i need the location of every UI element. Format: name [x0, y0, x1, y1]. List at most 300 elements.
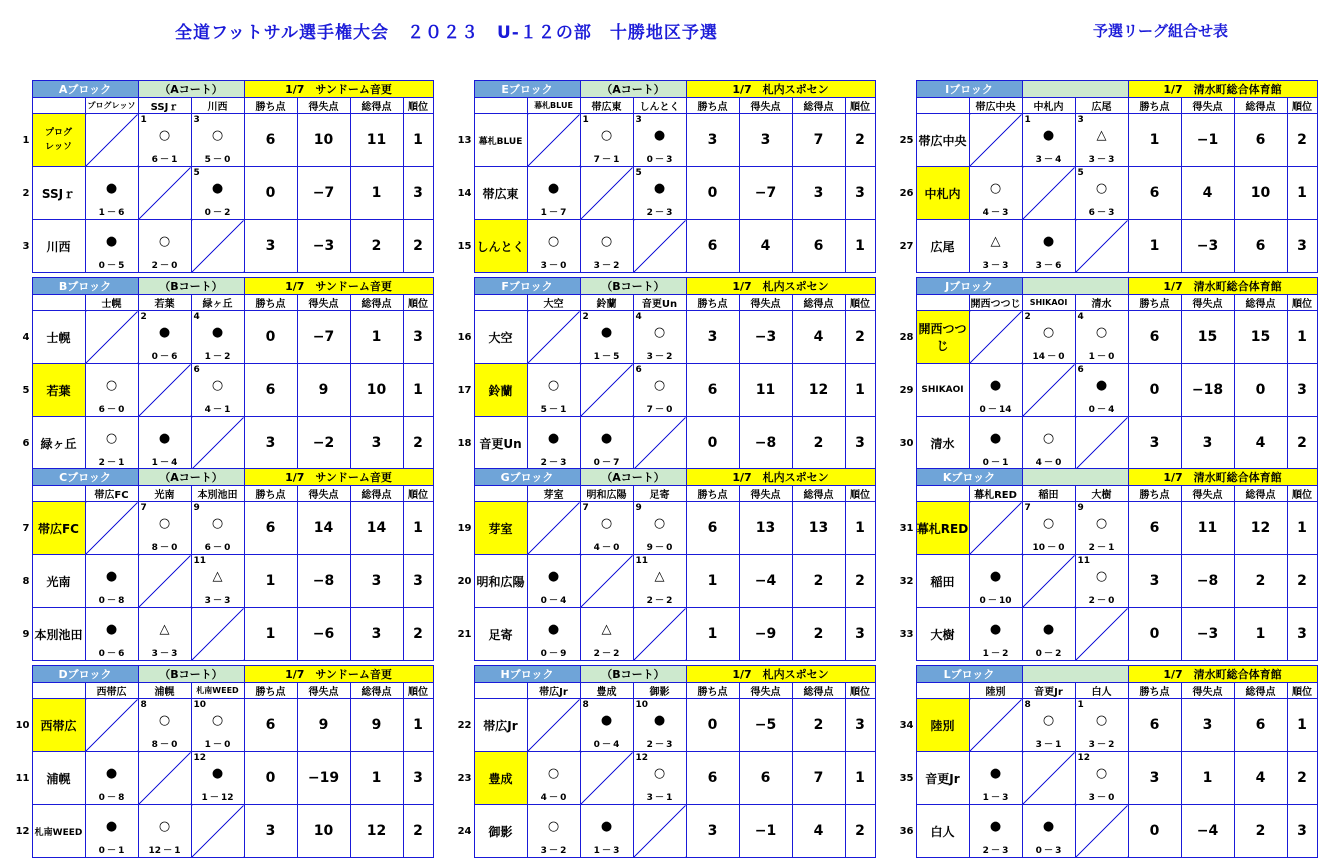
match-number: 8	[1024, 700, 1031, 710]
self-match-diagonal	[1075, 417, 1128, 470]
self-match-diagonal	[969, 502, 1022, 555]
team-number: 23	[457, 772, 472, 784]
row-number-spacer	[10, 98, 32, 114]
points: 3	[686, 114, 739, 167]
goal-difference: 6	[739, 752, 792, 805]
team-number: 13	[457, 134, 472, 146]
team-row	[452, 608, 875, 661]
opponent-header: 幕札BLUE	[527, 98, 580, 114]
team-number: 3	[22, 240, 30, 252]
match-result	[969, 220, 1022, 273]
goal-difference: 15	[1181, 311, 1234, 364]
team-number: 22	[457, 719, 472, 731]
match-number: 8	[582, 700, 589, 710]
block-table-4	[10, 277, 434, 470]
team-number: 30	[899, 437, 914, 449]
match-result	[1022, 417, 1075, 470]
match-score: 2 － 3	[646, 208, 673, 218]
team-row	[894, 752, 1317, 805]
match-score: 0 － 10	[979, 596, 1012, 606]
match-result	[1022, 699, 1075, 752]
result-symbol: ○	[158, 234, 171, 249]
self-match-diagonal	[580, 167, 633, 220]
result-symbol: ●	[158, 431, 171, 446]
block-header-row	[10, 666, 433, 683]
stat-header: 総得点	[1234, 486, 1287, 502]
court-label: （Aコート）	[138, 81, 244, 98]
corner-cell	[474, 486, 527, 502]
match-number: 6	[193, 365, 200, 375]
result-symbol: ●	[989, 622, 1002, 637]
match-score: 8 － 0	[151, 740, 178, 750]
team-row	[10, 699, 433, 752]
match-score: 1 － 5	[593, 352, 620, 362]
column-header-row	[10, 486, 433, 502]
match-score: 3 － 4	[1035, 155, 1062, 165]
rank: 1	[403, 502, 433, 555]
team-name-text: 大樹	[930, 627, 955, 642]
goals-for: 12	[792, 364, 845, 417]
self-match-diagonal	[633, 608, 686, 661]
team-name-text: 若葉	[46, 383, 71, 398]
stat-header: 総得点	[350, 486, 403, 502]
result-symbol: ●	[600, 325, 613, 340]
match-score: 0 － 9	[540, 649, 567, 659]
stat-header: 勝ち点	[244, 98, 297, 114]
team-row	[452, 555, 875, 608]
team-number: 18	[457, 437, 472, 449]
goals-for: 9	[350, 699, 403, 752]
match-result	[527, 608, 580, 661]
match-result	[527, 364, 580, 417]
self-match-diagonal	[527, 502, 580, 555]
team-row	[894, 220, 1317, 273]
match-score: 4 － 0	[540, 793, 567, 803]
team-name	[474, 364, 527, 417]
block-name: Bブロック	[32, 278, 138, 295]
result-symbol: ○	[1095, 325, 1108, 340]
block-name: Kブロック	[916, 469, 1022, 486]
stat-header: 勝ち点	[1128, 683, 1181, 699]
result-symbol: ●	[989, 378, 1002, 393]
self-match-diagonal	[85, 699, 138, 752]
result-symbol: ○	[1042, 325, 1055, 340]
result-symbol: ●	[1042, 128, 1055, 143]
rank: 1	[845, 220, 875, 273]
match-result	[527, 555, 580, 608]
team-name-text: 明和広陽	[476, 574, 525, 589]
match-score: 9 － 0	[646, 543, 673, 553]
venue-label: 1/7 清水町総合体育館	[1128, 278, 1317, 295]
row-number-spacer	[452, 486, 474, 502]
goal-difference: 3	[1181, 699, 1234, 752]
team-row	[10, 417, 433, 470]
match-result	[85, 608, 138, 661]
team-name	[474, 555, 527, 608]
stat-header: 得失点	[297, 683, 350, 699]
match-number: 9	[635, 503, 642, 513]
goals-for: 3	[350, 555, 403, 608]
opponent-header: 白人	[1075, 683, 1128, 699]
match-result	[580, 220, 633, 273]
self-match-diagonal	[633, 417, 686, 470]
block-table-7	[10, 468, 434, 661]
team-row	[452, 752, 875, 805]
team-name	[32, 417, 85, 470]
result-symbol: ○	[600, 128, 613, 143]
match-result	[527, 167, 580, 220]
team-name-text: 豊成	[488, 771, 513, 786]
stat-header: 総得点	[792, 486, 845, 502]
rank: 2	[403, 220, 433, 273]
team-row	[894, 805, 1317, 858]
result-symbol: ●	[105, 569, 118, 584]
team-number: 8	[22, 575, 30, 587]
stat-header: 順位	[1287, 683, 1317, 699]
team-row	[10, 114, 433, 167]
row-number-spacer	[10, 683, 32, 699]
goal-difference: 4	[739, 220, 792, 273]
block-header-row	[452, 81, 875, 98]
stat-header: 得失点	[739, 683, 792, 699]
rank: 3	[1287, 220, 1317, 273]
court-label	[1022, 81, 1128, 98]
team-name-text: 御影	[488, 824, 513, 839]
rank: 3	[403, 167, 433, 220]
match-result	[1075, 502, 1128, 555]
team-name-text: 大空	[488, 330, 513, 345]
match-result	[138, 608, 191, 661]
match-result	[527, 417, 580, 470]
team-number: 16	[457, 331, 472, 343]
team-row	[452, 364, 875, 417]
team-name	[474, 608, 527, 661]
goal-difference: −7	[739, 167, 792, 220]
points: 6	[244, 699, 297, 752]
match-score: 5 － 0	[204, 155, 231, 165]
team-row	[894, 555, 1317, 608]
rank: 2	[403, 805, 433, 858]
points: 0	[244, 167, 297, 220]
row-number-spacer	[894, 98, 916, 114]
team-name	[32, 220, 85, 273]
match-score: 3 － 3	[204, 596, 231, 606]
court-label	[1022, 278, 1128, 295]
block-header-row	[452, 278, 875, 295]
rank: 3	[403, 752, 433, 805]
row-number-spacer	[452, 666, 474, 683]
opponent-header: 稲田	[1022, 486, 1075, 502]
match-score: 3 － 2	[1088, 740, 1115, 750]
rank: 3	[1287, 805, 1317, 858]
block-name: Iブロック	[916, 81, 1022, 98]
self-match-diagonal	[138, 167, 191, 220]
team-number: 1	[22, 134, 30, 146]
column-header-row	[894, 98, 1317, 114]
rank: 1	[403, 699, 433, 752]
match-score: 3 － 6	[1035, 261, 1062, 271]
column-header-row	[452, 683, 875, 699]
team-number: 9	[22, 628, 30, 640]
result-symbol: ○	[600, 516, 613, 531]
team-name-text: 西帯広	[40, 718, 77, 733]
self-match-diagonal	[527, 114, 580, 167]
match-result	[969, 417, 1022, 470]
points: 6	[686, 752, 739, 805]
stat-header: 勝ち点	[686, 98, 739, 114]
team-name	[32, 364, 85, 417]
opponent-header: 札南WEED	[191, 683, 244, 699]
match-number: 8	[140, 700, 147, 710]
row-number-spacer	[452, 469, 474, 486]
team-name	[32, 311, 85, 364]
self-match-diagonal	[1075, 805, 1128, 858]
match-score: 14 － 0	[1032, 352, 1065, 362]
court-label: （Bコート）	[580, 666, 686, 683]
goals-for: 13	[792, 502, 845, 555]
block-grid	[10, 665, 434, 858]
goals-for: 15	[1234, 311, 1287, 364]
stat-header: 得失点	[297, 98, 350, 114]
match-result	[85, 417, 138, 470]
team-row	[894, 699, 1317, 752]
goal-difference: −3	[739, 311, 792, 364]
team-name-text: 鈴蘭	[488, 383, 513, 398]
team-row	[452, 502, 875, 555]
match-result	[580, 417, 633, 470]
team-number: 14	[457, 187, 472, 199]
team-row	[452, 220, 875, 273]
goal-difference: 3	[1181, 417, 1234, 470]
opponent-header: 光南	[138, 486, 191, 502]
block-grid	[894, 665, 1318, 858]
team-number: 32	[899, 575, 914, 587]
opponent-header: 大樹	[1075, 486, 1128, 502]
team-number: 36	[899, 825, 914, 837]
match-result	[85, 220, 138, 273]
match-score: 3 － 0	[1088, 793, 1115, 803]
rank: 3	[1287, 608, 1317, 661]
opponent-header: 緑ヶ丘	[191, 295, 244, 311]
stat-header: 得失点	[1181, 683, 1234, 699]
team-row	[894, 364, 1317, 417]
team-number: 24	[457, 825, 472, 837]
match-result	[1075, 364, 1128, 417]
rank: 1	[1287, 699, 1317, 752]
match-number: 2	[140, 312, 147, 322]
match-score: 6 － 0	[98, 405, 125, 415]
venue-label: 1/7 サンドーム音更	[244, 666, 433, 683]
team-number: 19	[457, 522, 472, 534]
goals-for: 2	[792, 699, 845, 752]
opponent-header: 鈴蘭	[580, 295, 633, 311]
match-result	[1075, 555, 1128, 608]
block-name: Jブロック	[916, 278, 1022, 295]
venue-label: 1/7 清水町総合体育館	[1128, 666, 1317, 683]
match-score: 1 － 3	[982, 793, 1009, 803]
goals-for: 0	[1234, 364, 1287, 417]
self-match-diagonal	[138, 364, 191, 417]
block-grid	[10, 80, 434, 273]
rank: 2	[1287, 555, 1317, 608]
match-score: 6 － 3	[1088, 208, 1115, 218]
block-table-11	[452, 665, 876, 858]
column-header-row	[452, 98, 875, 114]
points: 3	[1128, 555, 1181, 608]
team-row	[10, 608, 433, 661]
corner-cell	[916, 683, 969, 699]
match-result	[580, 699, 633, 752]
self-match-diagonal	[969, 699, 1022, 752]
team-name	[474, 699, 527, 752]
goal-difference: 14	[297, 502, 350, 555]
block-header-row	[10, 469, 433, 486]
stat-header: 順位	[403, 98, 433, 114]
team-name-text: 清水	[930, 436, 955, 451]
result-symbol: ○	[653, 766, 666, 781]
block-grid	[452, 277, 876, 470]
team-number: 4	[22, 331, 30, 343]
team-name-text: 光南	[46, 574, 71, 589]
match-number: 6	[635, 365, 642, 375]
rank: 2	[403, 608, 433, 661]
match-score: 3 － 3	[151, 649, 178, 659]
corner-cell	[32, 98, 85, 114]
rank: 1	[1287, 167, 1317, 220]
opponent-header: 大空	[527, 295, 580, 311]
opponent-header: しんとく	[633, 98, 686, 114]
team-name	[474, 167, 527, 220]
row-number-spacer	[10, 278, 32, 295]
goal-difference: 11	[1181, 502, 1234, 555]
match-result	[527, 805, 580, 858]
result-symbol: ●	[600, 713, 613, 728]
result-symbol: ○	[211, 378, 224, 393]
match-result	[580, 311, 633, 364]
result-symbol: △	[601, 622, 612, 637]
match-result	[191, 311, 244, 364]
team-number: 27	[899, 240, 914, 252]
row-number-spacer	[894, 81, 916, 98]
goal-difference: 3	[739, 114, 792, 167]
match-score: 6 － 1	[151, 155, 178, 165]
court-label	[1022, 469, 1128, 486]
opponent-header: 広尾	[1075, 98, 1128, 114]
result-symbol: ○	[158, 516, 171, 531]
goal-difference: −3	[297, 220, 350, 273]
opponent-header: 川西	[191, 98, 244, 114]
team-name-text: 士幌	[46, 330, 71, 345]
self-match-diagonal	[1075, 220, 1128, 273]
match-result	[138, 805, 191, 858]
match-result	[580, 114, 633, 167]
venue-label: 1/7 サンドーム音更	[244, 278, 433, 295]
match-result	[138, 114, 191, 167]
result-symbol: △	[212, 569, 223, 584]
match-result	[191, 502, 244, 555]
result-symbol: ○	[158, 819, 171, 834]
team-name-text: 開西つつじ	[918, 322, 967, 353]
team-name-text: 芽室	[488, 521, 513, 536]
team-row	[10, 502, 433, 555]
result-symbol: △	[654, 569, 665, 584]
match-result	[580, 608, 633, 661]
result-symbol: ○	[1095, 569, 1108, 584]
column-header-row	[452, 486, 875, 502]
self-match-diagonal	[85, 502, 138, 555]
result-symbol: ●	[547, 622, 560, 637]
team-number: 6	[22, 437, 30, 449]
match-number: 4	[635, 312, 642, 322]
match-result	[969, 167, 1022, 220]
team-name	[474, 502, 527, 555]
team-name-text: 幕札BLUE	[478, 136, 523, 147]
team-name	[474, 114, 527, 167]
result-symbol: ●	[989, 766, 1002, 781]
team-name	[32, 114, 85, 167]
team-name	[916, 752, 969, 805]
match-result	[633, 114, 686, 167]
match-number: 7	[582, 503, 589, 513]
team-number: 17	[457, 384, 472, 396]
self-match-diagonal	[85, 114, 138, 167]
row-number-spacer	[10, 295, 32, 311]
goal-difference: −4	[739, 555, 792, 608]
team-name	[916, 699, 969, 752]
block-table-6	[894, 277, 1318, 470]
match-score: 0 － 1	[982, 458, 1009, 468]
goal-difference: −7	[297, 167, 350, 220]
points: 0	[686, 167, 739, 220]
rank: 3	[845, 417, 875, 470]
match-score: 0 － 6	[151, 352, 178, 362]
opponent-header: 豊成	[580, 683, 633, 699]
match-number: 5	[1077, 168, 1084, 178]
result-symbol: ●	[105, 181, 118, 196]
result-symbol: ○	[158, 713, 171, 728]
block-header-row	[452, 469, 875, 486]
goals-for: 6	[1234, 220, 1287, 273]
self-match-diagonal	[633, 220, 686, 273]
stat-header: 総得点	[350, 683, 403, 699]
match-result	[1075, 699, 1128, 752]
result-symbol: ●	[1042, 622, 1055, 637]
team-row	[452, 417, 875, 470]
team-name-text: 陸別	[930, 718, 955, 733]
opponent-header: 御影	[633, 683, 686, 699]
match-result	[191, 114, 244, 167]
goals-for: 1	[1234, 608, 1287, 661]
row-number-spacer	[10, 486, 32, 502]
row-number-spacer	[10, 666, 32, 683]
result-symbol: ○	[105, 431, 118, 446]
result-symbol: ○	[547, 234, 560, 249]
match-score: 1 － 3	[593, 846, 620, 856]
block-grid	[452, 80, 876, 273]
team-name	[916, 114, 969, 167]
team-row	[10, 220, 433, 273]
column-header-row	[894, 683, 1317, 699]
block-table-1	[10, 80, 434, 273]
team-name	[916, 608, 969, 661]
match-score: 3 － 2	[646, 352, 673, 362]
match-result	[1022, 502, 1075, 555]
points: 0	[686, 417, 739, 470]
goals-for: 2	[792, 417, 845, 470]
match-result	[191, 752, 244, 805]
self-match-diagonal	[580, 752, 633, 805]
opponent-header: 音更Un	[633, 295, 686, 311]
